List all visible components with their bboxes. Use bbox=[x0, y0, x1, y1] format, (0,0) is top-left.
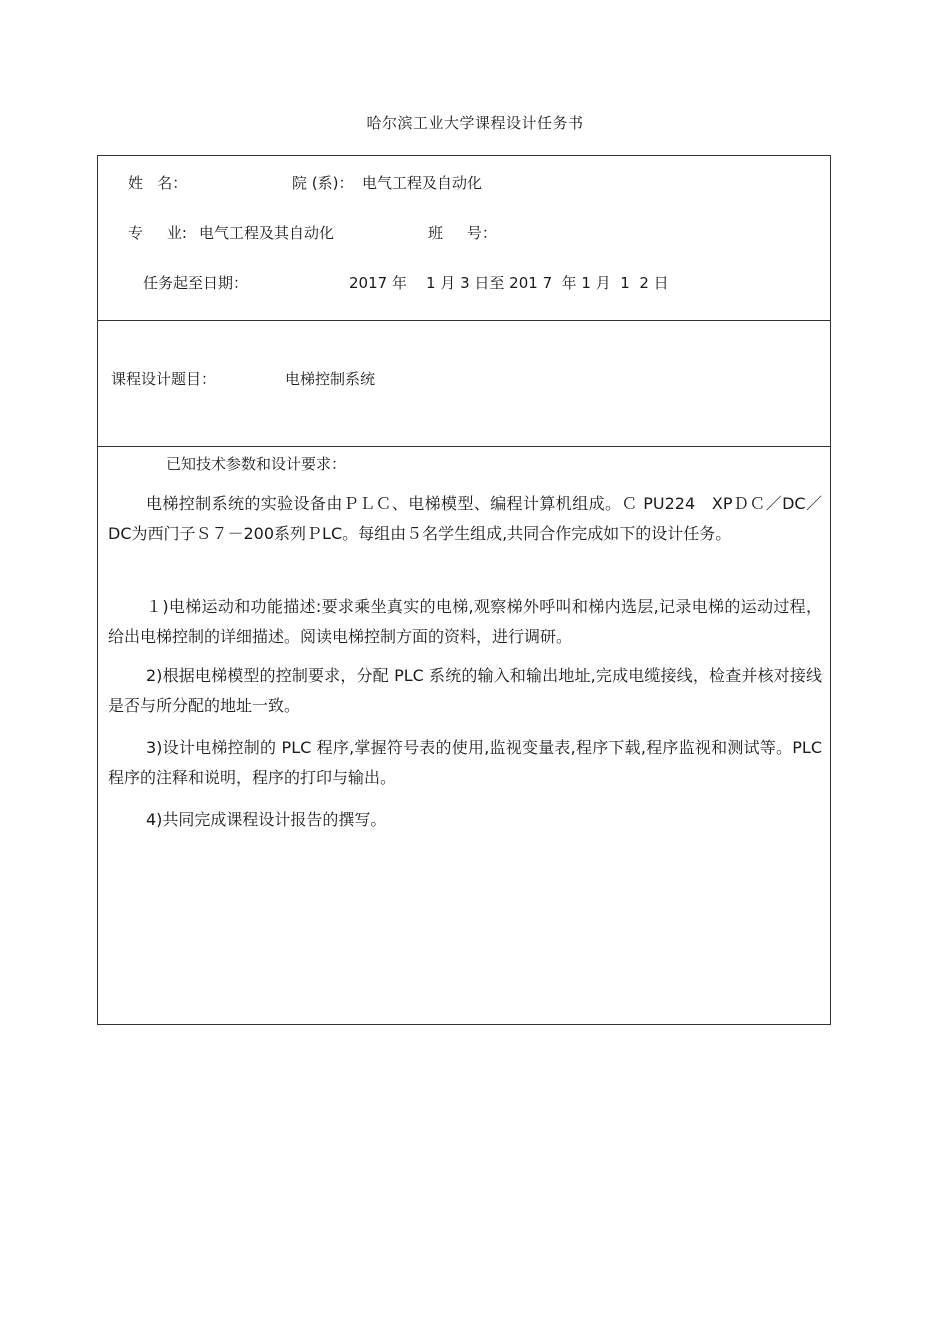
class-label: 班 号： bbox=[428, 224, 497, 242]
date-value: 2017 年 1 月 3 日至 201 7 年 1 月 1 2 日 bbox=[349, 274, 669, 292]
student-info-section bbox=[98, 156, 830, 321]
date-label: 任务起至日期： bbox=[143, 274, 249, 292]
requirement-paragraph: 3)设计电梯控制的 PLC 程序,掌握符号表的使用,监视变量表,程序下载,程序监视和测试等。PLC 程序的注释和说明，程序的打印与输出。 bbox=[108, 738, 822, 787]
topic-section bbox=[98, 321, 830, 447]
topic-value: 电梯控制系统 bbox=[285, 370, 376, 388]
major-label: 专 业: bbox=[128, 224, 187, 242]
name-label: 姓 名： bbox=[128, 174, 188, 192]
requirement-paragraph: 2)根据电梯模型的控制要求，分配 PLC 系统的输入和输出地址,完成电缆接线，检查并核对接线是否与所分配的地址一致。 bbox=[108, 666, 822, 715]
requirement-paragraph: 4)共同完成课程设计报告的撰写。 bbox=[146, 810, 387, 829]
topic-label: 课程设计题目： bbox=[111, 370, 217, 388]
requirement-paragraph: １)电梯运动和功能描述:要求乘坐真实的电梯,观察梯外呼叫和梯内选层,记录电梯的运动过程，给出电梯控制的详细描述。阅读电梯控制方面的资料，进行调研。 bbox=[108, 597, 822, 646]
task-form-table bbox=[97, 155, 831, 1025]
requirement-paragraph: 电梯控制系统的实验设备由ＰＬＣ、电梯模型、编程计算机组成。Ｃ PU224 XPＤＣ／DC／DC为西门子Ｓ７－200系列ＰLC。每组由５名学生组成,共同合作完成如下的设计任务。 bbox=[108, 494, 822, 543]
major-value: 电气工程及其自动化 bbox=[199, 224, 335, 242]
dept-label: 院 (系)： bbox=[292, 174, 354, 192]
requirements-heading: 已知技术参数和设计要求： bbox=[166, 455, 347, 473]
document-title: 哈尔滨工业大学课程设计任务书 bbox=[366, 114, 584, 132]
dept-value: 电气工程及自动化 bbox=[362, 174, 483, 192]
